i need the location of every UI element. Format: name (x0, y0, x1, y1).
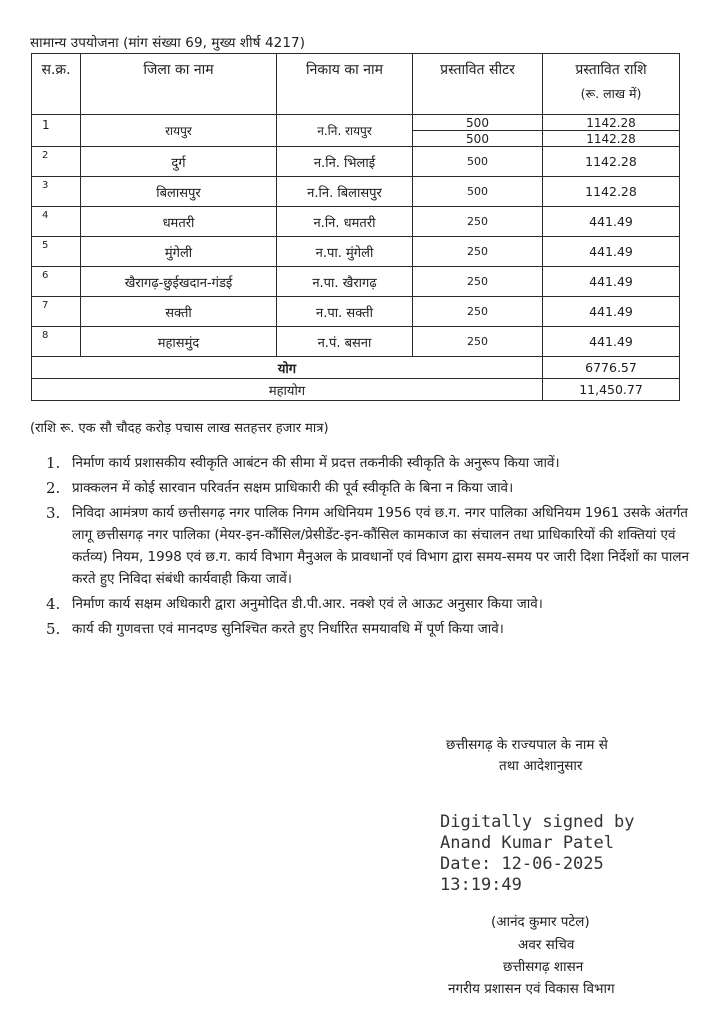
condition-item (40, 593, 690, 615)
col-header-amount (543, 54, 680, 115)
condition-text: निर्माण कार्य सक्षम अधिकारी द्वारा अनुमोदित डी.पी.आर. नक्शे एवं ले आऊट अनुसार किया जावे। (72, 596, 543, 612)
condition-item (40, 502, 690, 590)
cell-body: न.पं. बसना (277, 327, 413, 357)
table-row (32, 267, 680, 297)
col-header-seats: प्रस्तावित सीटर (413, 54, 543, 115)
condition-item (40, 477, 690, 499)
signatory-department: नगरीय प्रशासन एवं विकास विभाग (448, 981, 615, 997)
cell-district: रायपुर (81, 115, 277, 147)
table-row (32, 207, 680, 237)
cell-sn: 5 (32, 237, 81, 267)
conditions-list (40, 452, 690, 643)
cell-seats: 250 (413, 267, 543, 297)
cell-seats: 500 (413, 131, 543, 147)
col-header-district: जिला का नाम (81, 54, 277, 115)
cell-body: न.नि. भिलाई (277, 147, 413, 177)
cell-seats: 250 (413, 297, 543, 327)
cell-sn: 7 (32, 297, 81, 327)
amount-in-words: (राशि रू. एक सौ चौदह करोड़ पचास लाख सतहत्तर हजार मात्र) (30, 421, 329, 436)
condition-text: निविदा आमंत्रण कार्य छत्तीसगढ़ नगर पालिक निगम अधिनियम 1956 एवं छ.ग. नगर पालिका अधिनियम 1961 उसके अंतर्गत लागू छत्तीसगढ़ नगर पालिका (मेयर-इन-कौंसिल/प्रेसीडेंट-इन-कौंसिल कामकाज का संचालन तथा प्राधिकारियों की शक्तियां एवं कर्तव्य) नियम, 1998 एवं छ.ग. कार्य विभाग मैनुअल के प्रावधानों एवं विभाग द्वारा समय-समय पर जारी दिशा निर्देशों का पालन करते हुए निविदा संबंधी कार्यवाही किया जावें। (72, 505, 689, 587)
cell-sn: 3 (32, 177, 81, 207)
signatory-government: छत्तीसगढ़ शासन (503, 959, 584, 975)
grand-total-label: महायोग (32, 379, 543, 401)
cell-sn: 1 (32, 115, 81, 147)
condition-number: 2. (46, 479, 61, 497)
cell-seats: 250 (413, 207, 543, 237)
grand-total-row (32, 379, 680, 401)
digital-signature-block (440, 812, 634, 896)
cell-amount: 1142.28 (543, 147, 680, 177)
col-header-amount-unit: (रू. लाख में) (580, 86, 642, 101)
condition-number: 3. (46, 504, 61, 522)
order-authority-line2: तथा आदेशानुसार (499, 758, 583, 774)
col-header-amount-label: प्रस्तावित राशि (575, 62, 647, 78)
cell-body: न.नि. धमतरी (277, 207, 413, 237)
cell-amount: 441.49 (543, 267, 680, 297)
cell-seats: 500 (413, 177, 543, 207)
condition-text: कार्य की गुणवत्ता एवं मानदण्ड सुनिश्चित करते हुए निर्धारित समयावधि में पूर्ण किया जावे। (72, 621, 504, 637)
cell-district: सक्ती (81, 297, 277, 327)
col-header-body: निकाय का नाम (277, 54, 413, 115)
cell-sn: 4 (32, 207, 81, 237)
cell-amount: 441.49 (543, 207, 680, 237)
allocation-table (31, 53, 680, 401)
cell-amount: 441.49 (543, 237, 680, 267)
cell-seats: 250 (413, 237, 543, 267)
cell-sn: 8 (32, 327, 81, 357)
condition-text: प्राक्कलन में कोई सारवान परिवर्तन सक्षम प्राधिकारी की पूर्व स्वीकृति के बिना न किया जावे। (72, 480, 514, 496)
cell-body: न.नि. रायपुर (277, 115, 413, 147)
digital-signature-date: Date: 12-06-2025 (440, 854, 604, 874)
cell-sn: 6 (32, 267, 81, 297)
cell-district: महासमुंद (81, 327, 277, 357)
grand-total-value: 11,450.77 (543, 379, 680, 401)
cell-seats: 250 (413, 327, 543, 357)
condition-number: 5. (46, 620, 61, 638)
scheme-heading: सामान्य उपयोजना (मांग संख्या 69, मुख्य शीर्ष 4217) (30, 35, 306, 51)
condition-number: 1. (46, 454, 61, 472)
table-row (32, 297, 680, 327)
cell-body: न.पा. खैरागढ़ (277, 267, 413, 297)
cell-body: न.पा. मुंगेली (277, 237, 413, 267)
table-row (32, 147, 680, 177)
total-row (32, 357, 680, 379)
table-row (32, 327, 680, 357)
order-authority-line1: छत्तीसगढ़ के राज्यपाल के नाम से (446, 737, 608, 753)
table-row (32, 115, 680, 131)
cell-sn: 2 (32, 147, 81, 177)
cell-district: दुर्ग (81, 147, 277, 177)
cell-amount: 1142.28 (543, 131, 680, 147)
signatory-post: अवर सचिव (518, 937, 575, 953)
digital-signature-time: 13:19:49 (440, 875, 522, 895)
table-row (32, 177, 680, 207)
cell-district: बिलासपुर (81, 177, 277, 207)
cell-amount: 441.49 (543, 327, 680, 357)
col-header-sn: स.क्र. (32, 54, 81, 115)
condition-item (40, 618, 690, 640)
cell-seats: 500 (413, 115, 543, 131)
cell-amount: 1142.28 (543, 115, 680, 131)
cell-seats: 500 (413, 147, 543, 177)
cell-body: न.पा. सक्ती (277, 297, 413, 327)
condition-number: 4. (46, 595, 61, 613)
digital-signature-name: Anand Kumar Patel (440, 833, 614, 853)
total-label: योग (32, 357, 543, 379)
total-value: 6776.57 (543, 357, 680, 379)
cell-district: धमतरी (81, 207, 277, 237)
digital-signature-line1: Digitally signed by (440, 812, 635, 832)
table-row (32, 237, 680, 267)
table-header-row (32, 54, 680, 115)
signatory-name: (आनंद कुमार पटेल) (491, 914, 590, 930)
cell-body: न.नि. बिलासपुर (277, 177, 413, 207)
condition-text: निर्माण कार्य प्रशासकीय स्वीकृति आबंटन की सीमा में प्रदत्त तकनीकी स्वीकृति के अनुरूप किया जावें। (72, 455, 560, 471)
cell-district: मुंगेली (81, 237, 277, 267)
condition-item (40, 452, 690, 474)
cell-amount: 441.49 (543, 297, 680, 327)
cell-amount: 1142.28 (543, 177, 680, 207)
cell-district: खैरागढ़-छुईखदान-गंडई (81, 267, 277, 297)
